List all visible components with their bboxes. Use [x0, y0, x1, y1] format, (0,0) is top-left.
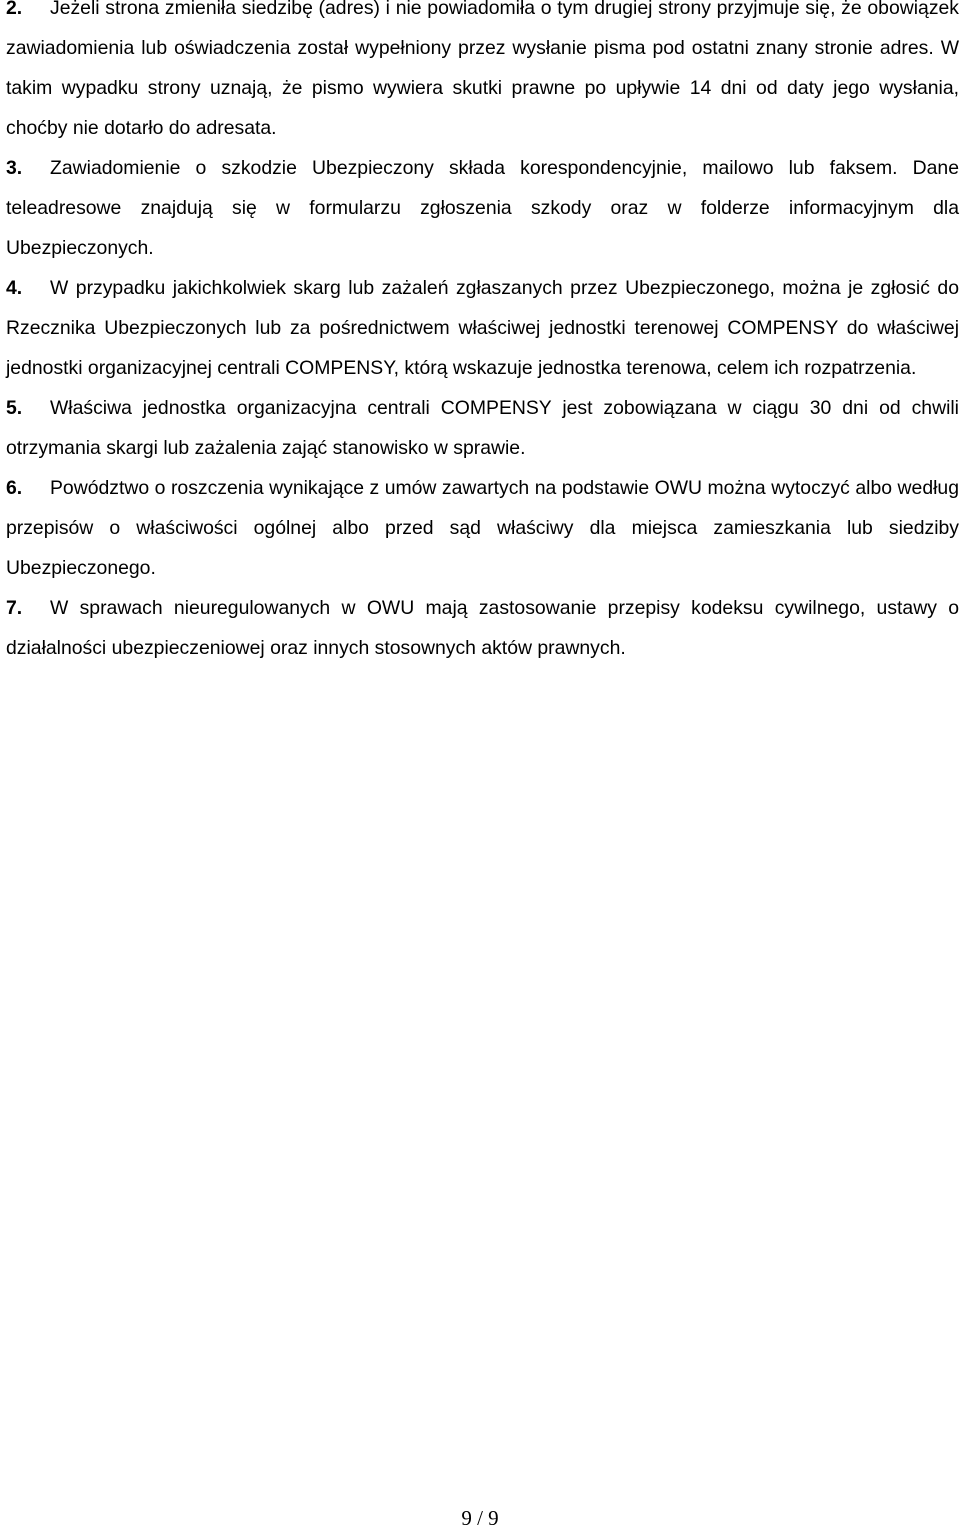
paragraph-4 [6, 268, 959, 388]
paragraph-number: 3. [6, 157, 23, 179]
paragraph-text: W sprawach nieuregulowanych w OWU mają zastosowanie przepisy kodeksu cywilnego, ustawy o działalności ubezpieczeniowej oraz innych stosownych aktów prawnych. [6, 597, 959, 659]
page-number: 9 / 9 [461, 1506, 499, 1530]
document-body [6, 0, 959, 668]
paragraph-number: 2. [6, 0, 23, 19]
paragraph-text: Właściwa jednostka organizacyjna centrali COMPENSY jest zobowiązana w ciągu 30 dni od chwili otrzymania skargi lub zażalenia zająć stanowisko w sprawie. [6, 397, 959, 459]
paragraph-number: 5. [6, 397, 23, 419]
paragraph-2 [6, 0, 959, 148]
paragraph-text: Powództwo o roszczenia wynikające z umów zawartych na podstawie OWU można wytoczyć albo według przepisów o właściwości ogólnej albo przed sąd właściwy dla miejsca zamieszkania lub siedziby Ubezpieczonego. [6, 477, 959, 579]
paragraph-number: 4. [6, 277, 23, 299]
paragraph-text: Zawiadomienie o szkodzie Ubezpieczony składa korespondencyjnie, mailowo lub faksem. Dane teleadresowe znajdują się w formularzu zgłoszenia szkody oraz w folderze informacyjnym dla Ubezpieczonych. [6, 157, 959, 259]
paragraph-text: W przypadku jakichkolwiek skarg lub zażaleń zgłaszanych przez Ubezpieczonego, można je zgłosić do Rzecznika Ubezpieczonych lub za pośrednictwem właściwej jednostki terenowej COMPENSY do właściwej jednostki organizacyjnej centrali COMPENSY, którą wskazuje jednostka terenowa, celem ich rozpatrzenia. [6, 277, 959, 379]
paragraph-text: Jeżeli strona zmieniła siedzibę (adres) i nie powiadomiła o tym drugiej strony przyjmuje się, że obowiązek zawiadomienia lub oświadczenia został wypełniony przez wysłanie pisma pod ostatni znany stronie adres. W takim wypadku strony uznają, że pismo wywiera skutki prawne po upływie 14 dni od daty jego wysłania, choćby nie dotarło do adresata. [6, 0, 959, 139]
paragraph-number: 7. [6, 597, 23, 619]
paragraph-5 [6, 388, 959, 468]
paragraph-7 [6, 588, 959, 668]
paragraph-6 [6, 468, 959, 588]
paragraph-3 [6, 148, 959, 268]
paragraph-number: 6. [6, 477, 23, 499]
